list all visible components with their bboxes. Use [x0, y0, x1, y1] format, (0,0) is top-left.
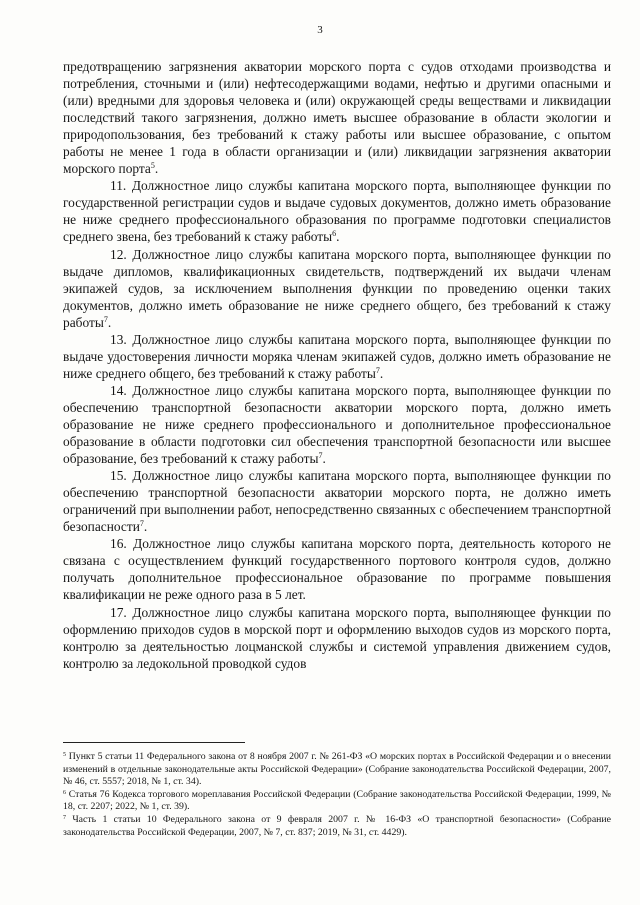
footnote: $^5$ Пункт 5 статьи 11 Федерального закона от 8 ноября 2007 г. № 261-ФЗ «О морских портах в Российской Федерации и о внесении изменений в отдельные законодательные акты Российской Федерации» (Собрание законодательства Российской Федерации, 2007, № 46, ст. 5557; 2018, № 1, ст. 34). [63, 751, 611, 788]
paragraph: 15. Должностное лицо службы капитана морского порта, выполняющее функции по обеспечению транспортной безопасности акватории морского порта, не должно иметь ограничений при выполнении работ, непосредственно связанных с обеспечением транспортной безопасности$^7$. [63, 468, 611, 535]
paragraph: предотвращению загрязнения акватории морского порта с судов отходами производства и потребления, сточными и (или) нефтесодержащими водами, нефтью и другими опасными и (или) вредными для здоровья человека и (или) окружающей среды веществами и ликвидации последствий такого загрязнения, должно иметь высшее образование в области экологии и природопользования, без требований к стажу работы или высшее образование, с опытом работы не менее 1 года в области организации и (или) ликвидации загрязнения акватории морского порта$^5$. [63, 59, 611, 177]
footnote-ref: 5 [150, 161, 155, 171]
footnote-ref: 7 [318, 451, 323, 461]
footnote-ref: 6 [332, 229, 337, 239]
paragraph: 14. Должностное лицо службы капитана морского порта, выполняющее функции по обеспечению транспортной безопасности акватории морского порта, должно иметь образование не ниже среднего профессионального и дополнительное профессиональное образование в области подготовки сил обеспечения транспортной безопасности или высшее образование, без требований к стажу работы$^7$. [63, 382, 611, 467]
footnote-ref: 7 [375, 365, 380, 375]
footnote-mark: 6 [63, 789, 66, 796]
footnote: $^6$ Статья 76 Кодекса торгового мореплавания Российской Федерации (Собрание законодательства Российской Федерации, 1999, № 18, ст. 2207; 2022, № 1, ст. 39). [63, 788, 611, 813]
footnote-divider [63, 742, 245, 743]
page-number: 3 [317, 24, 323, 36]
footnotes [63, 751, 611, 839]
paragraph: 16. Должностное лицо службы капитана морского порта, деятельность которого не связана с осуществлением функций государственного портового контроля судов, должно получать дополнительное профессиональное образование по программе повышения квалификации не реже одного раза в 5 лет. [63, 536, 611, 603]
footnote-ref: 7 [103, 314, 108, 324]
footnote-mark: 5 [63, 752, 66, 758]
paragraph: 12. Должностное лицо службы капитана морского порта, выполняющее функции по выдаче дипломов, квалификационных свидетельств, подтверждений их выдачи членам экипажей судов, за исключением выполнения функции по проведению оценки таких документов, должно иметь образование не ниже среднего общего, без требований к стажу работы$^7$. [63, 246, 611, 330]
footnote-mark: 7 [63, 814, 66, 821]
paragraph: 11. Должностное лицо службы капитана морского порта, выполняющее функции по государственной регистрации судов и выдаче судовых документов, должно иметь образование не ниже среднего профессионального образования по программе подготовки специалистов среднего звена, без требований к стажу работы$^6$. [63, 178, 611, 245]
footnote: $^7$ Часть 1 статьи 10 Федерального закона от 9 февраля 2007 г. № 16-ФЗ «О транспортной безопасности» (Собрание законодательства Российской Федерации, 2007, № 7, ст. 837; 2019, № 31, ст. 4429). [63, 813, 611, 838]
footnote-ref: 7 [139, 519, 144, 529]
body-text [63, 58, 611, 672]
paragraph: 13. Должностное лицо службы капитана морского порта, выполняющее функции по выдаче удостоверения личности моряка членам экипажей судов, должно иметь образование не ниже среднего общего, без требований к стажу работы$^7$. [63, 331, 611, 381]
paragraph: 17. Должностное лицо службы капитана морского порта, выполняющее функции по оформлению приходов судов в морской порт и оформлению выходов судов из морского порта, контролю за деятельностью лоцманской службы и системой управления движением судов, контролю за ледокольной проводкой судов [63, 604, 611, 671]
